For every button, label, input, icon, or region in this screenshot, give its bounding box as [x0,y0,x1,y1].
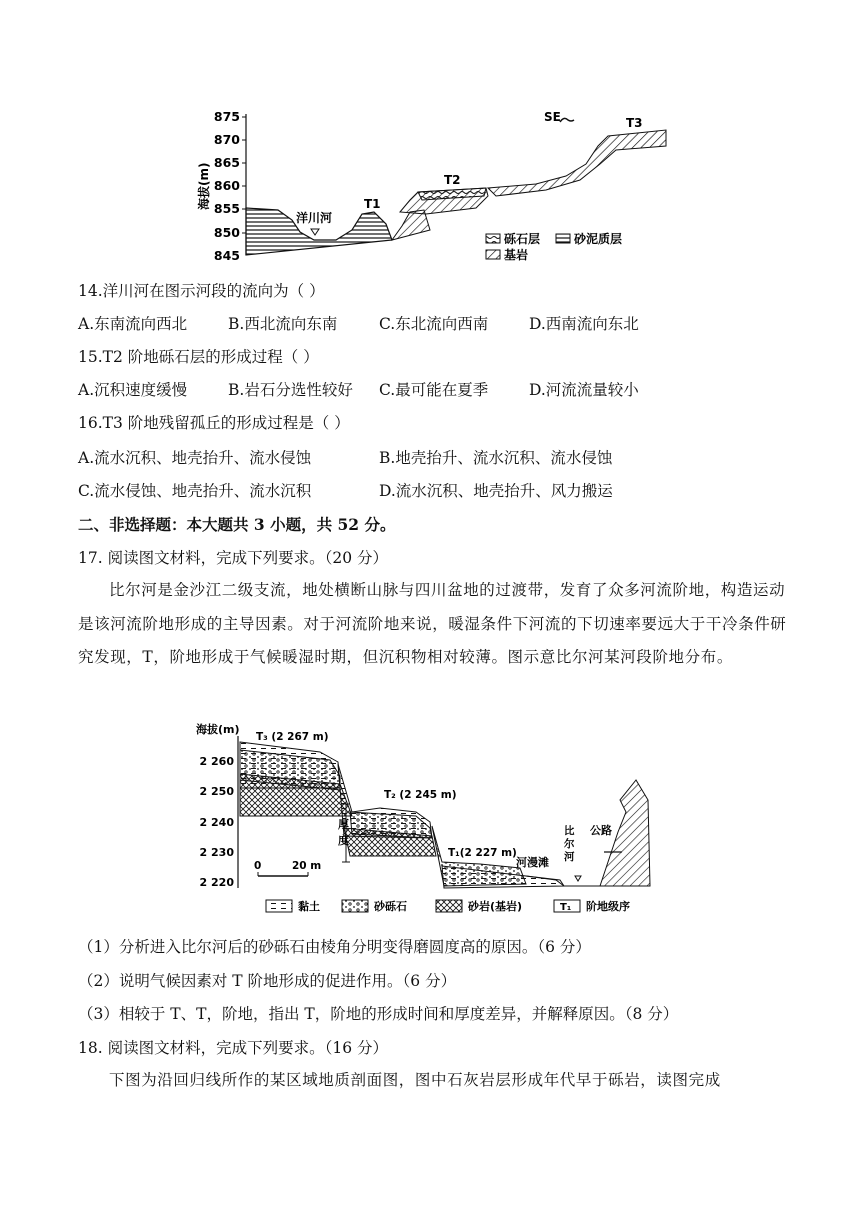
sand-mud-swatch [556,234,570,243]
q15-option-b: B.岩石分选性较好 [228,381,353,399]
terrace-profile-figure-1 [196,100,676,268]
q16-option-c: C.流水侵蚀、地壳抬升、流水沉积 [78,482,312,500]
question-17-title: 17. 阅读图文材料，完成下列要求。（20 分） [78,549,388,567]
y-tick: 870 [213,132,240,147]
y-tick-labels [200,755,235,889]
q15-option-d: D.河流流量较小 [529,381,639,399]
question-17-material: 比尔河是金沙江二级支流，地处横断山脉与四川盆地的过渡带，发育了众多河流阶地，构造运动是该河流阶地形成的主导因素。对于河流阶地来说，暖湿条件下河流的下切速率要远大于干冷条件研究发现，T，阶地形成于气候暖湿时期，但沉积物相对较薄。图示意比尔河某河段阶地分布。 [78,581,787,666]
section-heading: 二、非选择题：本大题共 3 小题，共 52 分。 [78,515,396,534]
y-axis-label: 海拔(m) [197,162,211,210]
legend-gravel: 砂砾石 [374,900,407,913]
y-tick: 875 [213,109,240,124]
figure2-legend [266,899,630,913]
q16-option-a: A.流水沉积、地壳抬升、流水侵蚀 [78,449,312,467]
y-tick: 855 [213,201,240,216]
river-label: 洋川河 [296,211,333,225]
figure1-legend [486,231,622,262]
y-tick: 845 [213,248,240,263]
legend-sandstone: 砂岩(基岩) [468,900,523,913]
q14-option-a: A.东南流向西北 [78,315,188,333]
floodplain-label: 河漫滩 [516,856,549,869]
q17-subquestion-1: （1）分析进入比尔河后的砂砾石由棱角分明变得磨圆度高的原因。（6 分） [78,938,591,956]
y-tick: 2 220 [199,876,234,889]
thickness-label-1: 厚 [338,818,349,831]
gravel-swatch [486,234,500,243]
legend-terrace-order: 阶地级序 [586,900,630,913]
y-tick: 850 [213,225,240,240]
q14-option-d: D.西南流向东北 [529,315,639,333]
q17-subquestion-2: （2）说明气候因素对 T 阶地形成的促进作用。（6 分） [78,972,457,990]
q14-option-c: C.东北流向西南 [379,315,489,333]
question-15-stem: 15.T2 阶地砾石层的形成过程（ ） [78,348,319,366]
y-axis-label: 海拔(m) [196,723,240,736]
legend-bedrock: 基岩 [504,248,529,262]
scale-label: 20 m [292,860,322,872]
road-label: 公路 [590,824,612,837]
terrace-profile-figure-2 [180,716,680,922]
y-tick: 2 260 [199,755,234,768]
river-water-icon [575,876,581,881]
question-14-stem: 14.洋川河在图示河段的流向为（ ） [78,282,325,300]
water-level-icon [311,229,319,235]
direction-arrow-icon [560,118,574,122]
scale-zero: 0 [254,860,262,872]
clay-swatch [266,900,292,912]
bedrock-swatch [486,250,500,259]
direction-label: SE [544,110,561,124]
terrace-label-t3: T₃ (2 267 m) [256,731,329,743]
q15-option-a: A.沉积速度缓慢 [78,381,188,399]
terrace-label-t1: T₁(2 227 m) [448,847,517,859]
terrace-label-t2: T₂ (2 245 m) [384,789,457,801]
terrace-label-t2: T2 [444,173,461,187]
terrace-label-t1: T1 [364,197,381,211]
q17-subquestion-3: （3）相较于 T、T，阶地，指出 T，阶地的形成时间和厚度差异，并解释原因。（8 分） [78,1005,679,1023]
legend-sand-mud: 砂泥质层 [574,232,623,246]
q16-option-b: B.地壳抬升、流水沉积、流水侵蚀 [379,449,613,467]
y-tick-labels [214,109,240,263]
terrace-order-symbol: T₁ [560,902,572,913]
y-tick: 2 240 [199,816,234,829]
river-label-3: 河 [564,851,575,863]
q16-option-d: D.流水沉积、地壳抬升、风力搬运 [379,482,613,500]
y-tick: 860 [213,178,240,193]
q14-option-b: B.西北流向东南 [228,315,338,333]
legend-gravel: 砾石层 [504,232,541,246]
river-label-2: 尔 [564,838,575,850]
terrace-label-t3: T3 [626,116,643,130]
sandstone-swatch [436,900,462,912]
river-label-1: 比 [564,825,575,837]
gravel-swatch [342,900,368,912]
legend-clay: 黏土 [298,900,320,913]
thickness-label-2: 度 [338,834,349,847]
y-tick: 865 [213,155,240,170]
question-18-title: 18. 阅读图文材料，完成下列要求。（16 分） [78,1039,388,1057]
q15-option-c: C.最可能在夏季 [379,381,489,399]
y-tick: 2 250 [199,785,234,798]
question-18-material: 下图为沿回归线所作的某区域地质剖面图，图中石灰岩层形成年代早于砾岩，读图完成 [109,1071,721,1089]
y-tick: 2 230 [199,846,234,859]
question-16-stem: 16.T3 阶地残留孤丘的形成过程是（ ） [78,414,350,432]
